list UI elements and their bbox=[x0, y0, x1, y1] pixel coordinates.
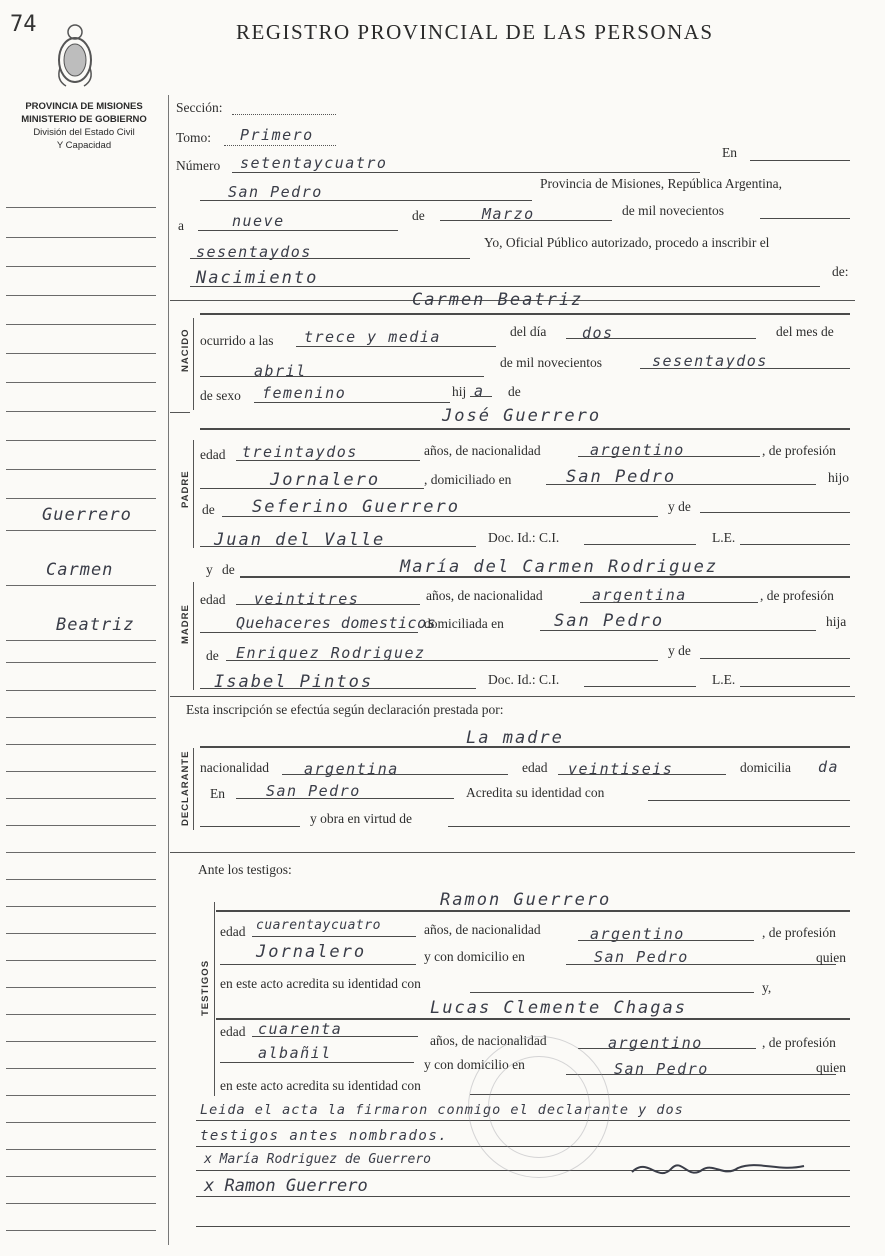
acto-value: Nacimiento bbox=[196, 268, 319, 288]
page-number: 74 bbox=[10, 12, 37, 37]
decl-en-label: En bbox=[210, 786, 225, 801]
margin-surname: Guerrero bbox=[42, 505, 132, 525]
padre-edad-value: treintaydos bbox=[242, 443, 358, 461]
t1-edad-label: edad bbox=[220, 924, 246, 939]
ocurrido-label: ocurrido a las bbox=[200, 333, 274, 348]
mes-nac-value: abril bbox=[254, 362, 307, 380]
hija-label: hija bbox=[826, 614, 847, 629]
madre-de2-label: de bbox=[206, 648, 219, 663]
decl-en-value: San Pedro bbox=[266, 782, 361, 800]
padre-padre-value: Seferino Guerrero bbox=[252, 497, 460, 517]
section-testigos: TESTIGOS bbox=[200, 959, 211, 1016]
hij-label: hij bbox=[452, 384, 467, 399]
section-madre: MADRE bbox=[180, 604, 191, 644]
section-declarante: DECLARANTE bbox=[180, 750, 191, 826]
t1-nac-value: argentino bbox=[590, 925, 685, 943]
padre-dom-label: , domiciliado en bbox=[424, 472, 512, 487]
t1-prof-label: , de profesión bbox=[762, 925, 836, 940]
cierre-linea-1: Leida el acta la firmaron conmigo el declarante y dos bbox=[200, 1102, 684, 1118]
en-label: En bbox=[722, 145, 737, 160]
firma-declarante: x María Rodriguez de Guerrero bbox=[204, 1152, 431, 1167]
testigo2-value: Lucas Clemente Chagas bbox=[430, 998, 687, 1018]
t2-edad-value: cuarenta bbox=[258, 1020, 343, 1038]
t1-edad-value: cuarentaycuatro bbox=[256, 918, 381, 933]
padre-madre-value: Juan del Valle bbox=[214, 530, 386, 550]
t1-dom-value: San Pedro bbox=[594, 948, 689, 966]
padre-doc-label: Doc. Id.: C.I. bbox=[488, 530, 560, 545]
padre-nac-value: argentino bbox=[590, 441, 685, 459]
padre-yde-label: y de bbox=[668, 499, 691, 514]
hij-suffix: a bbox=[474, 382, 485, 400]
decl-nac-label: nacionalidad bbox=[200, 760, 269, 775]
dia-nac-value: dos bbox=[582, 324, 614, 342]
decl-edad-value: veintiseis bbox=[568, 760, 674, 778]
tomo-value: Primero bbox=[240, 126, 314, 144]
declarante-value: La madre bbox=[466, 728, 564, 748]
madre-edad-value: veintitres bbox=[254, 590, 360, 608]
t1-prof-value: Jornalero bbox=[256, 942, 367, 962]
document-title: REGISTRO PROVINCIAL DE LAS PERSONAS bbox=[236, 20, 714, 44]
t2-quien-label: quien bbox=[816, 1060, 846, 1075]
madre-value: María del Carmen Rodriguez bbox=[400, 557, 719, 577]
t1-y-label: y, bbox=[762, 980, 772, 995]
lugar-value: San Pedro bbox=[228, 183, 323, 201]
t2-prof-label: , de profesión bbox=[762, 1035, 836, 1050]
padre-dom-value: San Pedro bbox=[566, 467, 677, 487]
padre-value: José Guerrero bbox=[442, 406, 602, 426]
padre-prof-label: , de profesión bbox=[762, 443, 836, 458]
org-line: Y Capacidad bbox=[56, 140, 112, 151]
org-line: PROVINCIA DE MISIONES bbox=[25, 101, 143, 112]
madre-doc-label: Doc. Id.: C.I. bbox=[488, 672, 560, 687]
decl-acredita-label: Acredita su identidad con bbox=[466, 785, 605, 800]
madre-de-label: de bbox=[222, 562, 235, 577]
hora-value: trece y media bbox=[304, 328, 441, 346]
margin-middle-name: Beatriz bbox=[56, 615, 135, 635]
t2-nac-value: argentino bbox=[608, 1034, 703, 1052]
mes-value: Marzo bbox=[482, 205, 535, 223]
numero-label: Número bbox=[176, 158, 221, 173]
provincia-label: Provincia de Misiones, República Argentina, bbox=[540, 176, 782, 191]
inscripcion-label: Esta inscripción se efectúa según declaración prestada por: bbox=[186, 702, 504, 717]
anio-value: sesentaydos bbox=[196, 243, 312, 261]
decl-edad-label: edad bbox=[522, 760, 548, 775]
de-mil2-label: de mil novecientos bbox=[500, 355, 602, 370]
testigo1-value: Ramon Guerrero bbox=[440, 890, 612, 910]
yo-oficial-label: Yo, Oficial Público autorizado, procedo a inscribir el bbox=[484, 235, 770, 250]
t2-dom-value: San Pedro bbox=[614, 1060, 709, 1078]
padre-de-label: de bbox=[202, 502, 215, 517]
t2-prof-value: albañil bbox=[258, 1044, 332, 1062]
nombre-value: Carmen Beatriz bbox=[412, 290, 584, 310]
section-nacido: NACIDO bbox=[180, 328, 191, 372]
de-colon-label: de: bbox=[832, 264, 849, 279]
dia-value: nueve bbox=[232, 212, 285, 230]
de-label: de bbox=[412, 208, 425, 223]
de-mil-label: de mil novecientos bbox=[622, 203, 724, 218]
margin-separator bbox=[168, 95, 169, 1245]
padre-nac-label: años, de nacionalidad bbox=[424, 443, 541, 458]
madre-nac-label: años, de nacionalidad bbox=[426, 588, 543, 603]
madre-yde-label: y de bbox=[668, 643, 691, 658]
org-line: MINISTERIO DE GOBIERNO bbox=[21, 114, 147, 125]
a-label: a bbox=[178, 218, 184, 233]
decl-nac-value: argentina bbox=[304, 760, 399, 778]
del-mes-label: del mes de bbox=[776, 324, 834, 339]
t2-dom-label: y con domicilio en bbox=[424, 1057, 525, 1072]
t2-acredita-label: en este acto acredita su identidad con bbox=[220, 1078, 421, 1093]
madre-prof-label: , de profesión bbox=[760, 588, 834, 603]
tomo-label: Tomo: bbox=[176, 130, 212, 145]
decl-obra-label: y obra en virtud de bbox=[310, 811, 412, 826]
padre-le-label: L.E. bbox=[712, 530, 736, 545]
t2-nac-label: años, de nacionalidad bbox=[430, 1033, 547, 1048]
madre-padre-value: Enriquez Rodriguez bbox=[236, 644, 426, 662]
sexo-value: femenino bbox=[262, 384, 347, 402]
padre-edad-label: edad bbox=[200, 447, 226, 462]
de-label-2: de bbox=[508, 384, 521, 399]
madre-nac-value: argentina bbox=[592, 586, 687, 604]
official-signature-icon bbox=[628, 1150, 808, 1190]
issuing-office bbox=[4, 100, 164, 152]
coat-of-arms-icon bbox=[52, 18, 98, 90]
firma-testigo: x Ramon Guerrero bbox=[204, 1176, 368, 1196]
anio-nac-value: sesentaydos bbox=[652, 352, 768, 370]
madre-dom-value: San Pedro bbox=[554, 611, 665, 631]
cierre-linea-2: testigos antes nombrados. bbox=[200, 1128, 449, 1144]
madre-y-label: y bbox=[206, 562, 213, 577]
madre-edad-label: edad bbox=[200, 592, 226, 607]
madre-dom-label: domiciliada en bbox=[424, 616, 504, 631]
t1-dom-label: y con domicilio en bbox=[424, 949, 525, 964]
t1-acredita-label: en este acto acredita su identidad con bbox=[220, 976, 421, 991]
del-dia-label: del día bbox=[510, 324, 547, 339]
ante-testigos-label: Ante los testigos: bbox=[198, 862, 292, 877]
t2-edad-label: edad bbox=[220, 1024, 246, 1039]
madre-le-label: L.E. bbox=[712, 672, 736, 687]
t1-quien-label: quien bbox=[816, 950, 846, 965]
section-padre: PADRE bbox=[180, 470, 191, 508]
madre-madre-value: Isabel Pintos bbox=[214, 672, 374, 692]
decl-dom-suffix: da bbox=[818, 758, 840, 776]
padre-prof-value: Jornalero bbox=[270, 470, 381, 490]
sexo-label: de sexo bbox=[200, 388, 241, 403]
hijo-label: hijo bbox=[828, 470, 850, 485]
t1-nac-label: años, de nacionalidad bbox=[424, 922, 541, 937]
org-line: División del Estado Civil bbox=[33, 127, 135, 138]
numero-value: setentaycuatro bbox=[240, 154, 388, 172]
margin-first-name: Carmen bbox=[46, 560, 114, 580]
decl-domicilia-label: domicilia bbox=[740, 760, 791, 775]
madre-prof-value: Quehaceres domesticos bbox=[236, 614, 437, 632]
seccion-label: Sección: bbox=[176, 100, 223, 115]
